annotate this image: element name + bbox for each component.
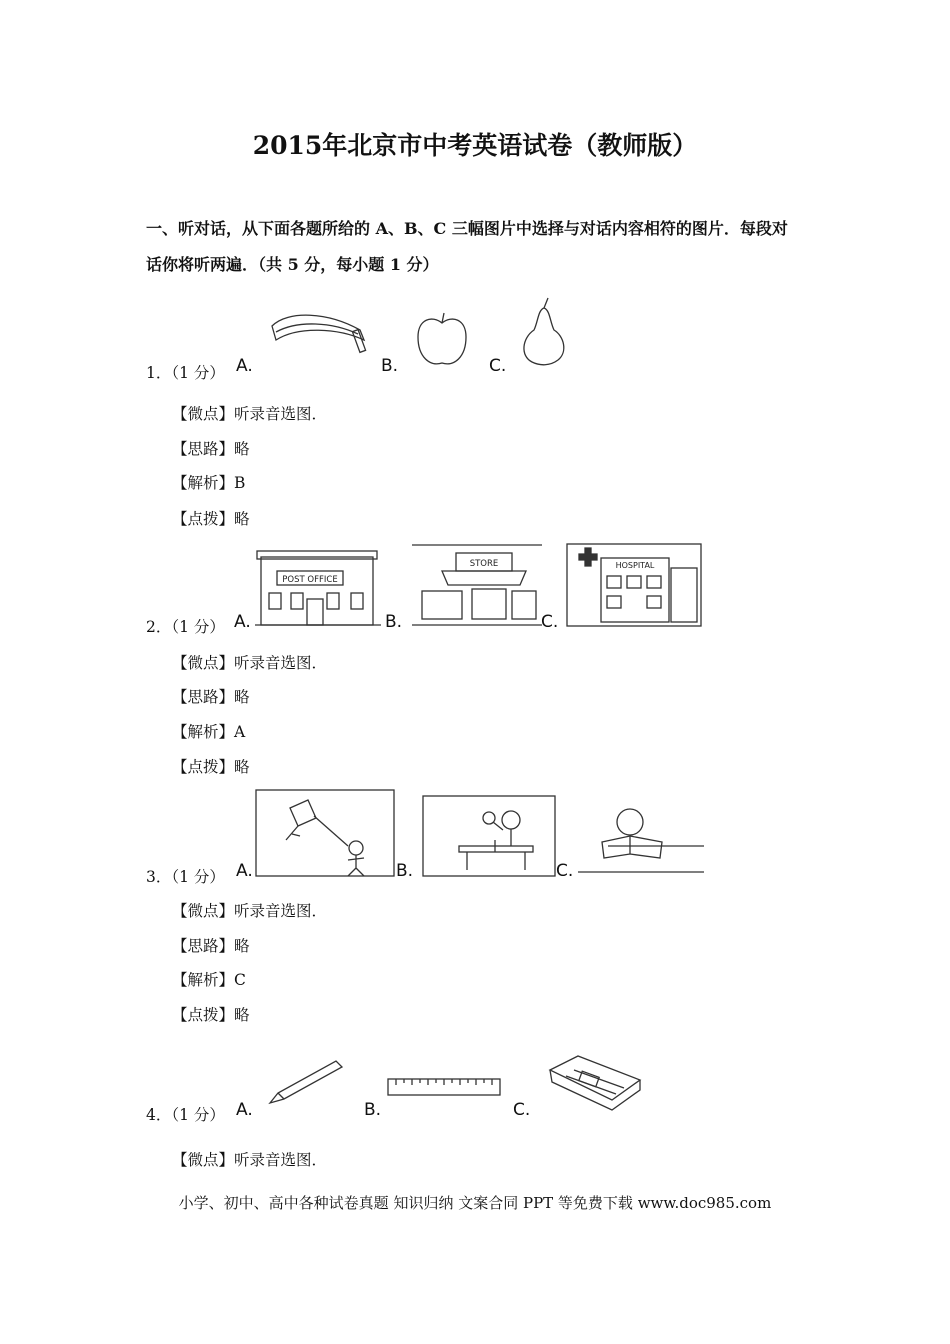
section-heading-line-2: 话你将听两遍．（共 5 分，每小题 1 分） (146, 255, 439, 274)
post-office-sign: POST OFFICE (282, 575, 338, 585)
option-c-label: C. (513, 1100, 531, 1120)
question-3-number: 3．（1 分） (146, 868, 225, 886)
option-c-label: C. (556, 861, 574, 881)
q1-note-answer: 【解析】B (172, 474, 246, 492)
q3-note-answer: 【解析】C (172, 971, 246, 989)
option-a-label: A. (236, 861, 253, 881)
option-a-label: A. (236, 1100, 253, 1120)
question-1-number: 1．（1 分） (146, 364, 225, 382)
option-c-label: C. (489, 356, 507, 376)
q4-note-point: 【微点】听录音选图． (172, 1151, 328, 1169)
q2-note-tip: 【点拨】略 (172, 758, 250, 776)
option-b-label: B. (364, 1100, 382, 1120)
store-sign: STORE (469, 559, 499, 569)
q2-note-approach: 【思路】略 (172, 688, 250, 706)
q3-note-approach: 【思路】略 (172, 937, 250, 955)
pencil-picture (266, 1057, 346, 1107)
page-footer: 小学、初中、高中各种试卷真题 知识归纳 文案合同 PPT 等免费下载 www.doc985.com (178, 1194, 772, 1212)
q3-note-point: 【微点】听录音选图． (172, 902, 328, 920)
q1-note-approach: 【思路】略 (172, 440, 250, 458)
ruler-picture (388, 1077, 500, 1099)
hospital-picture (567, 544, 701, 626)
page-title: 2015年北京市中考英语试卷（教师版） (252, 131, 698, 160)
option-a-label: A. (234, 612, 251, 632)
hospital-sign: HOSPITAL (615, 561, 655, 570)
q3-note-tip: 【点拨】略 (172, 1006, 250, 1024)
pencil-case-picture (544, 1050, 644, 1114)
option-b-label: B. (385, 612, 403, 632)
option-b-label: B. (396, 861, 414, 881)
post-office-picture (255, 543, 381, 627)
option-c-label: C. (541, 612, 559, 632)
q1-note-tip: 【点拨】略 (172, 510, 250, 528)
table-tennis-picture (423, 796, 555, 876)
section-heading-line-1: 一、听对话，从下面各题所给的 A、B、C 三幅图片中选择与对话内容相符的图片．每段对 (146, 219, 788, 238)
q1-note-point: 【微点】听录音选图． (172, 405, 328, 423)
q2-note-answer: 【解析】A (172, 723, 246, 741)
option-a-label: A. (236, 356, 253, 376)
store-picture (412, 545, 542, 627)
pear-picture (518, 296, 568, 368)
apple-picture (414, 309, 470, 371)
banana-picture (268, 306, 378, 356)
q2-note-point: 【微点】听录音选图． (172, 654, 328, 672)
question-2-number: 2．（1 分） (146, 618, 225, 636)
question-4-number: 4．（1 分） (146, 1106, 225, 1124)
kite-flying-picture (256, 790, 394, 876)
option-b-label: B. (381, 356, 399, 376)
reading-picture (578, 796, 704, 874)
